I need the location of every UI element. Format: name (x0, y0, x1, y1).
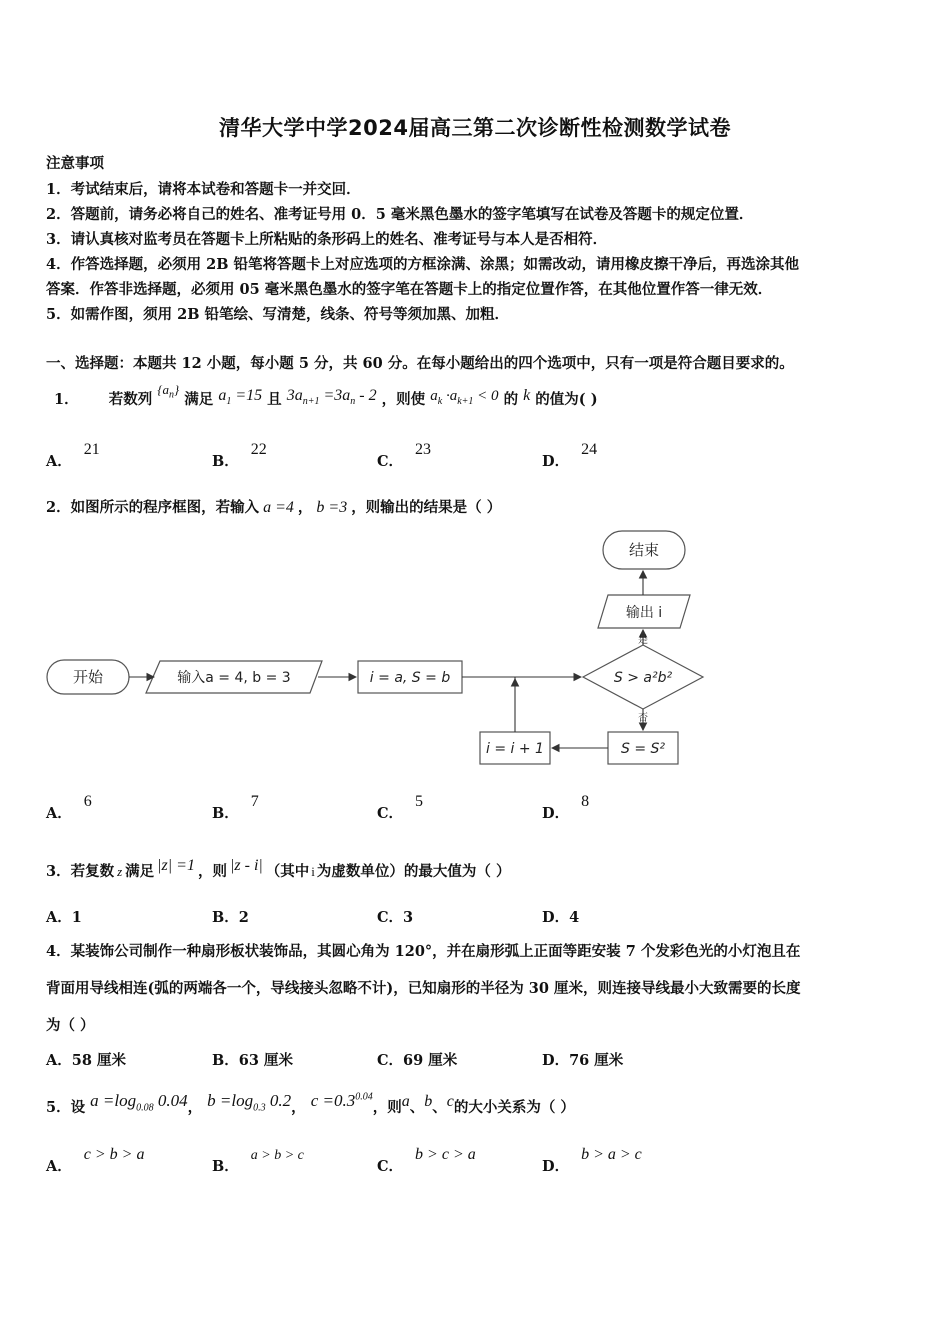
q4-line-2: 背面用导线相连(弧的两端各一个，导线接头忽略不计)，已知扇形的半径为 30 厘米，则连接导线最小大致需要的长度 (46, 980, 801, 997)
page-title: 清华大学中学2024届高三第二次诊断性检测数学试卷 (219, 116, 731, 140)
q5-option-b[interactable]: B．a > b > c (212, 1148, 304, 1175)
flowchart (40, 525, 720, 775)
q1-cond-3: $a_k \cdot a_{k+1} < 0$ (430, 388, 499, 407)
notice-item-1: 1．考试结束后，请将本试卷和答题卡一并交回． (46, 181, 361, 198)
flow-inc-label: i = i + 1 (486, 741, 544, 757)
q4-option-a[interactable]: A．58 厘米 (46, 1052, 126, 1069)
section-heading: 一、选择题：本题共 12 小题，每小题 5 分，共 60 分。在每小题给出的四个选项中，只有一项是符合题目要求的。 (46, 355, 794, 372)
q5-option-c[interactable]: C．b > c > a (377, 1146, 476, 1175)
q1-cond-1: $a_1 =15$ (218, 387, 263, 408)
q1-number: 1． (54, 391, 79, 408)
flow-no-label: 否 (638, 713, 648, 724)
flow-output-label: 输出 i (625, 605, 663, 621)
q1-option-a[interactable]: A．21 (46, 441, 100, 470)
q1-option-d[interactable]: D．24 (542, 441, 598, 470)
q3-option-a[interactable]: A．1 (46, 909, 82, 926)
q5-a-expr: $a =\log_{0.08}$ 0.04 (90, 1091, 188, 1114)
q2-option-a[interactable]: A．6 (46, 793, 92, 822)
q1-stem (54, 382, 598, 411)
q2-stem: 2．如图所示的程序框图，若输入 a =4 ， b =3 ，则输出的结果是（ ） (46, 499, 502, 516)
notice-item-3: 3．请认真核对监考员在答题卡上所粘贴的条形码上的姓名、准考证号与本人是否相符． (46, 231, 608, 248)
q1-option-b[interactable]: B．22 (212, 441, 267, 470)
q1-text-6: 的值为( ) (535, 391, 598, 408)
q4-option-d[interactable]: D．76 厘米 (542, 1052, 624, 1069)
flow-square-label: S = S² (620, 741, 666, 757)
flow-cond-label: S > a²b² (613, 670, 673, 686)
q5-c-expr: $c =0.3^{0.04}$ (310, 1091, 373, 1110)
q1-option-c[interactable]: C．23 (377, 441, 432, 470)
flow-start-label: 开始 (72, 668, 104, 686)
flow-input-label: 输入a = 4, b = 3 (177, 670, 291, 686)
q1-k: k (523, 387, 531, 404)
q4-option-b[interactable]: B．63 厘米 (212, 1052, 293, 1069)
q1-cond-2: $3a_{n+1} =3a_n - 2$ (286, 387, 377, 408)
q5-option-d[interactable]: D．b > a > c (542, 1146, 642, 1175)
q1-text-1: 若数列 (108, 391, 153, 408)
q3-option-b[interactable]: B．2 (212, 909, 249, 926)
q3-option-c[interactable]: C．3 (377, 909, 414, 926)
flow-yes-label: 是 (638, 635, 648, 646)
q1-text-4: ，则使 (381, 391, 426, 408)
notice-item-4: 4．作答选择题，必须用 2B 铅笔将答题卡上对应选项的方框涂满、涂黑；如需改动，请用橡皮擦干净后，再选涂其他 (46, 256, 800, 273)
q3-stem: 3．若复数 z 满足 |z| =1 ，则 |z - i| （其中 i 为虚数单位）的最大值为（ ） (46, 857, 511, 880)
notice-item-4-cont: 答案．作答非选择题，必须用 05 毫米黑色墨水的签字笔在答题卡上的指定位置作答，在其他位置作答一律无效． (46, 281, 773, 298)
q5-stem: 5．设 $a =\log_{0.08}$ 0.04， $b =\log_{0.3}$ 0.2， $c =0.3^{0.04}$，则a、b、c的大小关系为（ ） (46, 1091, 575, 1116)
q3-option-d[interactable]: D．4 (542, 909, 580, 926)
q4-line-3: 为（ ） (46, 1017, 95, 1034)
q5-option-a[interactable]: A．c > b > a (46, 1146, 145, 1175)
q2-option-d[interactable]: D．8 (542, 793, 590, 822)
q5-b-expr: $b =\log_{0.3}$ 0.2 (207, 1091, 292, 1114)
q1-seq: $\{a_n\}$ (157, 382, 180, 401)
notice-item-2: 2．答题前，请务必将自己的姓名、准考证号用 0．5 毫米黑色墨水的签字笔填写在试卷及答题卡的规定位置． (46, 206, 754, 223)
notice-heading: 注意事项 (46, 155, 104, 172)
notice-item-5: 5．如需作图，须用 2B 铅笔绘、写清楚，线条、符号等须加黑、加粗． (46, 306, 510, 323)
q2-option-b[interactable]: B．7 (212, 793, 259, 822)
q2-option-c[interactable]: C．5 (377, 793, 424, 822)
q1-text-3: 且 (267, 391, 282, 408)
q1-text-5: 的 (503, 391, 519, 408)
q4-option-c[interactable]: C．69 厘米 (377, 1052, 458, 1069)
q4-line-1: 4．某装饰公司制作一种扇形板状装饰品，其圆心角为 120°，并在扇形弧上正面等距安装 7 个发彩色光的小灯泡且在 (46, 943, 801, 960)
flow-end-label: 结束 (628, 541, 660, 559)
flow-init-label: i = a, S = b (369, 670, 451, 686)
q1-text-2: 满足 (184, 391, 214, 408)
